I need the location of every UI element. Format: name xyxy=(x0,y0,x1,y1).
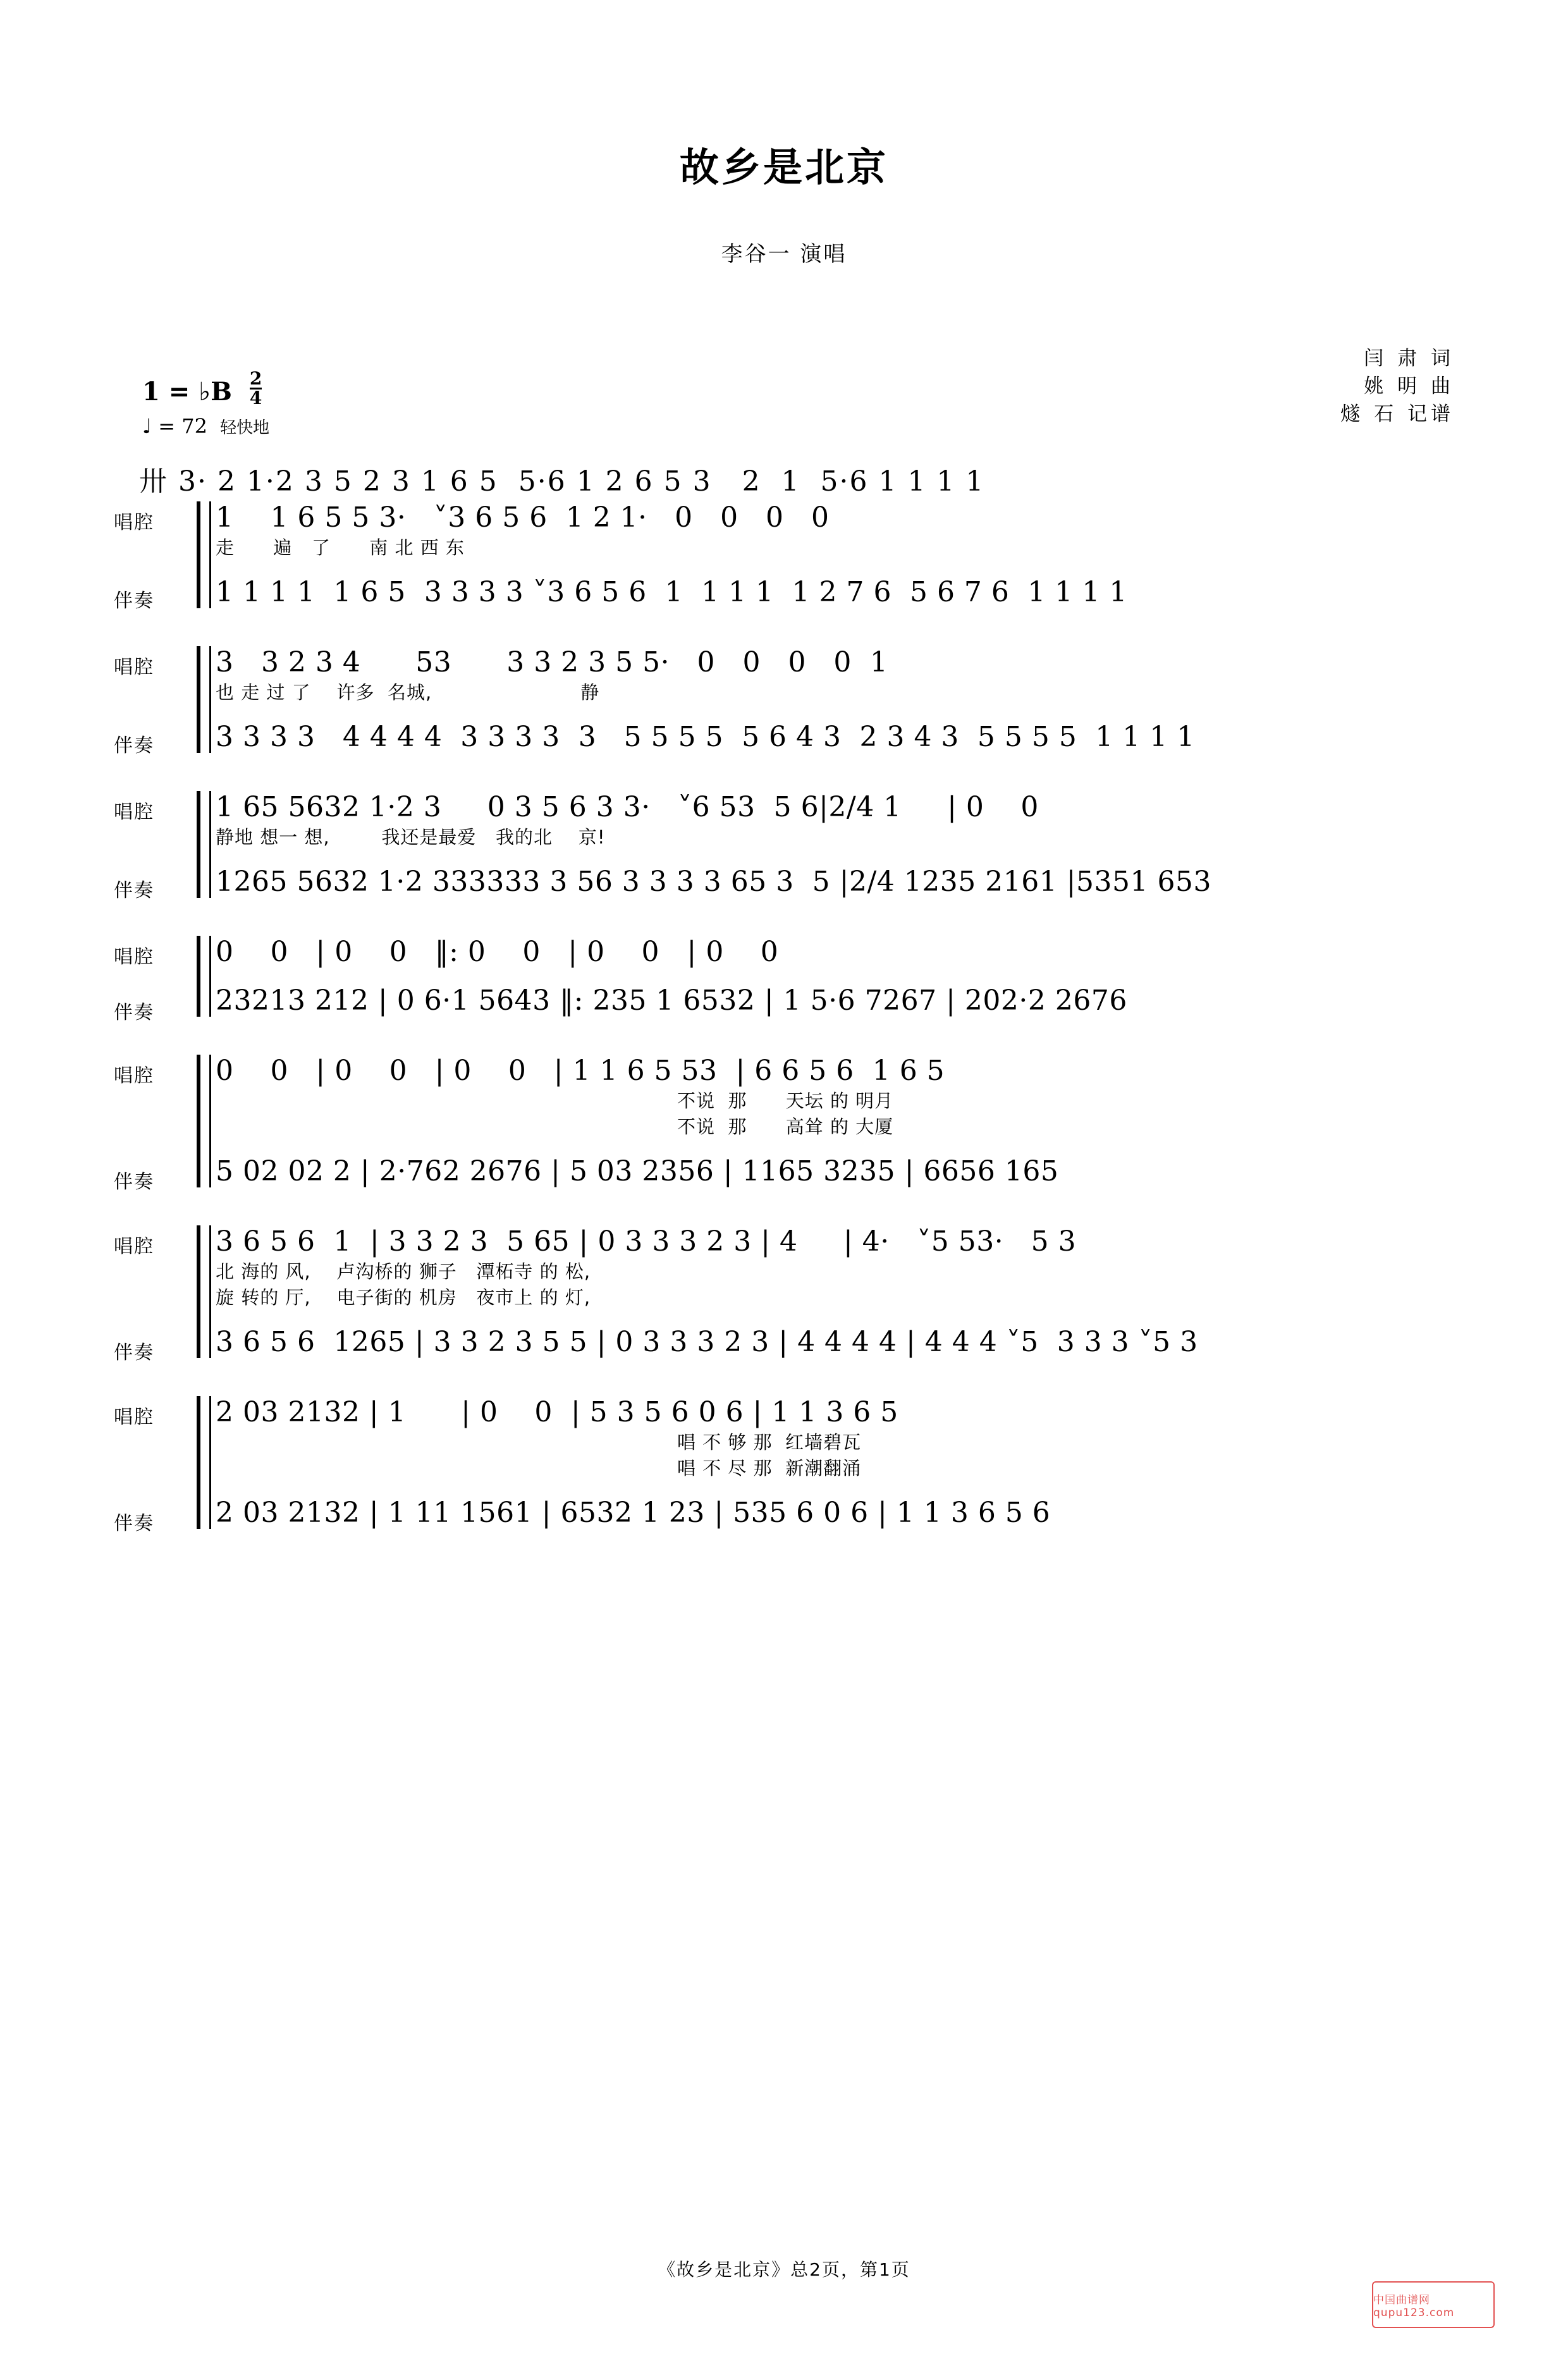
voice-label-1: 唱腔 xyxy=(114,512,154,534)
voice-label-6: 唱腔 xyxy=(114,1235,154,1258)
system-brace-3 xyxy=(197,791,211,898)
accomp-notes-3: 1265 5632 1·2 333333 3 56 3 3 3 3 65 3 5 |2/4 1235 2161 |5351 653 xyxy=(216,866,1211,898)
voice-lyrics-6a: 北 海的 风, 卢沟桥的 狮子 潭柘寺 的 松, xyxy=(216,1261,591,1282)
accomp-notes-7: 2 03 2132 | 1 11 1561 | 6532 1 23 | 535 6 0 6 | 1 1 3 6 5 6 xyxy=(216,1497,1051,1529)
meter-numerator: 2 xyxy=(249,368,262,389)
meter-denominator: 4 xyxy=(249,388,262,408)
sheet-music-page xyxy=(0,136,1568,2354)
system-5 xyxy=(114,1055,1454,1193)
voice-label-5: 唱腔 xyxy=(114,1065,154,1087)
voice-lyrics-7a: 唱 不 够 那 红墙碧瓦 xyxy=(677,1431,862,1453)
system-2 xyxy=(114,646,1454,757)
accomp-label-3: 伴奏 xyxy=(114,880,154,902)
system-6 xyxy=(114,1225,1454,1364)
tempo-style: 轻快地 xyxy=(220,419,270,438)
watermark-text: 中国曲谱网 qupu123.com xyxy=(1372,2281,1495,2328)
system-brace-7 xyxy=(197,1396,211,1529)
performer-line: 李谷一 演唱 xyxy=(721,242,847,267)
system-7 xyxy=(114,1396,1454,1535)
voice-notes-5: 0 0 | 0 0 | 0 0 | 1 1 6 5 53 | 6 6 5 6 1 6 5 xyxy=(216,1055,945,1087)
accomp-label-4: 伴奏 xyxy=(114,1002,154,1024)
voice-notes-7: 2 03 2132 | 1 | 0 0 | 5 3 5 6 0 6 | 1 1 3 6 5 xyxy=(216,1396,898,1428)
credits-block xyxy=(1340,345,1454,428)
voice-lyrics-3a: 静地 想一 想, 我还是最爱 我的北 京! xyxy=(216,826,606,848)
accomp-notes-5: 5 02 02 2 | 2·762 2676 | 5 03 2356 | 1165 3235 | 6656 165 xyxy=(216,1155,1059,1187)
voice-notes-3: 1 65 5632 1·2 3 0 3 5 6 3 3· ˅6 53 5 6|2/4 1 | 0 0 xyxy=(216,791,1039,823)
page-footer: 《故乡是北京》总2页，第1页 xyxy=(658,2259,910,2280)
time-signature xyxy=(250,370,262,407)
voice-label-3: 唱腔 xyxy=(114,801,154,823)
key-signature xyxy=(142,370,262,407)
voice-label-7: 唱腔 xyxy=(114,1406,154,1428)
accomp-notes-1: 1 1 1 1 1 6 5 3 3 3 3 ˅3 6 5 6 1 1 1 1 1 2 7 6 5 6 7 6 1 1 1 1 xyxy=(216,576,1127,608)
voice-lyrics-6b: 旋 转的 厅, 电子街的 机房 夜市上 的 灯, xyxy=(216,1287,591,1308)
voice-lyrics-1a: 走 遍 了 南 北 西 东 xyxy=(216,537,465,558)
tempo-marking xyxy=(142,414,269,438)
voice-lyrics-5a: 不说 那 天坛 的 明月 xyxy=(677,1090,894,1112)
voice-lyrics-2a: 也 走 过 了 许多 名城, 静 xyxy=(216,682,600,703)
voice-lyrics-7b: 唱 不 尽 那 新潮翻涌 xyxy=(677,1457,862,1479)
voice-notes-4: 0 0 | 0 0 ‖: 0 0 | 0 0 | 0 0 xyxy=(216,936,779,968)
credit-lyricist: 闫 肃 词 xyxy=(1364,347,1454,370)
system-4 xyxy=(114,936,1454,1024)
system-brace-1 xyxy=(197,501,211,608)
accomp-label-7: 伴奏 xyxy=(114,1512,154,1535)
voice-lyrics-5b: 不说 那 高耸 的 大厦 xyxy=(677,1116,894,1137)
system-brace-5 xyxy=(197,1055,211,1187)
credit-transcriber: 燧 石 记谱 xyxy=(1340,403,1454,426)
accomp-label-2: 伴奏 xyxy=(114,735,154,757)
system-brace-6 xyxy=(197,1225,211,1358)
accomp-notes-6: 3 6 5 6 1265 | 3 3 2 3 5 5 | 0 3 3 3 2 3 | 4 4 4 4 | 4 4 4 ˅5 3 3 3 ˅5 3 xyxy=(216,1326,1198,1358)
system-3 xyxy=(114,791,1454,902)
accomp-label-5: 伴奏 xyxy=(114,1171,154,1193)
voice-label-2: 唱腔 xyxy=(114,656,154,678)
pickup-measure-notes: 卅 3· 2 1·2 3 5 2 3 1 6 5 5·6 1 2 6 5 3 2 1 5·6 1 1 1 1 xyxy=(139,465,985,498)
voice-notes-1: 1 1 6 5 5 3· ˅3 6 5 6 1 2 1· 0 0 0 0 xyxy=(216,501,830,534)
system-brace-4 xyxy=(197,936,211,1017)
accomp-label-1: 伴奏 xyxy=(114,590,154,612)
accomp-notes-4: 23213 212 | 0 6·1 5643 ‖: 235 1 6532 | 1 5·6 7267 | 202·2 2676 xyxy=(216,984,1127,1017)
watermark xyxy=(1372,2281,1492,2326)
accomp-label-6: 伴奏 xyxy=(114,1342,154,1364)
voice-label-4: 唱腔 xyxy=(114,946,154,968)
accomp-notes-2: 3 3 3 3 4 4 4 4 3 3 3 3 3 5 5 5 5 5 6 4 3 2 3 4 3 5 5 5 5 1 1 1 1 xyxy=(216,721,1195,753)
page-title: 故乡是北京 xyxy=(679,144,888,190)
credit-composer: 姚 明 曲 xyxy=(1364,375,1454,398)
key-signature-text: 1 = ♭B xyxy=(142,377,232,407)
tempo-value: ♩ = 72 xyxy=(142,414,207,438)
voice-notes-6: 3 6 5 6 1 | 3 3 2 3 5 65 | 0 3 3 3 2 3 | 4 | 4· ˅5 53· 5 3 xyxy=(216,1225,1077,1258)
voice-notes-2: 3 3 2 3 4 53 3 3 2 3 5 5· 0 0 0 0 1 xyxy=(216,646,916,678)
system-1 xyxy=(114,501,1454,612)
system-brace-2 xyxy=(197,646,211,753)
